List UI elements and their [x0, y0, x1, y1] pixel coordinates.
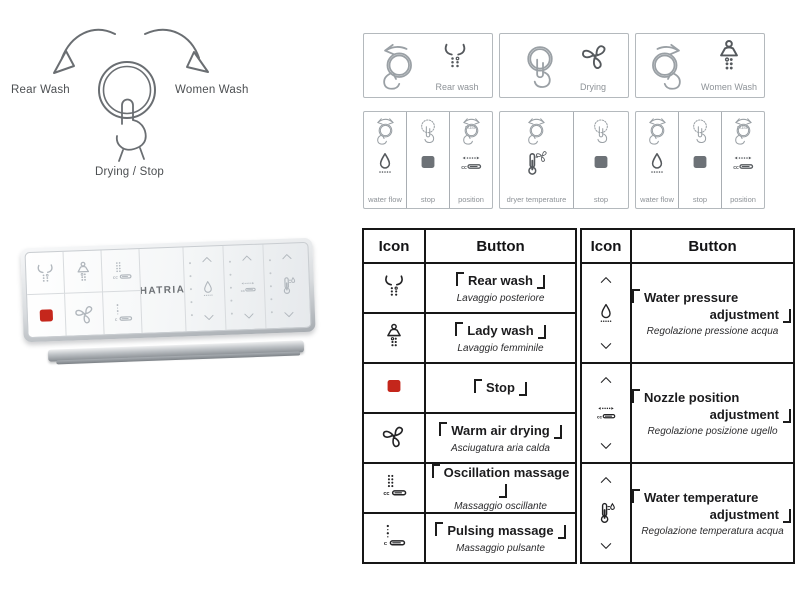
remote-button-stop [27, 294, 67, 337]
button-name-line1: Nozzle position [632, 389, 793, 406]
icon-cell [363, 413, 425, 463]
panel-wash-adjust-2 [635, 111, 765, 209]
column-label: dryer temperature [506, 195, 567, 204]
dial-diagram [5, 8, 340, 213]
chevron-up-icon [596, 272, 616, 288]
dryer-temperature-icon [523, 151, 549, 177]
instruction-row-1 [363, 33, 767, 98]
chevron-up-icon [596, 472, 616, 488]
chevron-down-icon [596, 538, 616, 554]
column-stop [407, 112, 450, 208]
nozzle-position-adjust-icon [582, 372, 630, 454]
stop-square-icon [689, 151, 711, 173]
water-temperature-icon [278, 275, 299, 296]
drying-fan-icon [580, 41, 610, 71]
nozzle-position-icon [592, 402, 620, 424]
push-knob-text: push [465, 125, 477, 131]
rear-wash-icon [33, 262, 56, 285]
nozzle-position-icon [236, 278, 259, 297]
knob-outer-ring [99, 62, 155, 118]
panel-label: Women Wash [700, 82, 758, 92]
column-label: stop [420, 195, 436, 204]
rotate-left-arrowhead [54, 51, 74, 73]
pulsing-massage-icon [110, 301, 135, 324]
drying-fan-icon [73, 303, 96, 326]
table-row [363, 363, 576, 413]
icon-column-header: Icon [581, 229, 631, 263]
button-name-line1: Water temperature [632, 489, 793, 506]
stop-square-icon [590, 151, 612, 173]
remote-button-drying [65, 292, 105, 335]
push-knob-text: push [737, 125, 749, 131]
drying-stop-label: Drying / Stop [94, 166, 165, 178]
button-name-line2: adjustment [632, 507, 793, 523]
icon-cell [363, 463, 425, 513]
button-column-header: Button [425, 229, 576, 263]
column-stop [574, 112, 628, 208]
column-position [722, 112, 764, 208]
button-name-line2: adjustment [632, 407, 793, 423]
button-name: Warm air drying [426, 422, 575, 439]
table-header-row [581, 229, 794, 263]
table-header-row [363, 229, 576, 263]
table-row [581, 463, 794, 563]
press-knob-icon [685, 115, 715, 147]
rotate-left-arrow [62, 30, 115, 58]
rotate-knob-icon [370, 115, 400, 147]
remote-button-nozzle-position [223, 244, 266, 329]
table-row [363, 313, 576, 363]
panel-label: Drying [579, 82, 606, 92]
column-stop [679, 112, 722, 208]
button-functions-table [362, 228, 577, 564]
remote-button-lady-wash [64, 250, 104, 293]
oscillation-massage-icon [108, 259, 133, 282]
water-pressure-adjust-icon [582, 272, 630, 354]
pulsing-massage-icon [379, 522, 409, 549]
chevron-down-icon [281, 307, 298, 322]
water-drop-icon [645, 151, 669, 175]
icon-cell [581, 463, 631, 563]
button-name: Stop [426, 379, 575, 396]
dial-illustration [5, 8, 340, 208]
column-dryer-temperature [500, 112, 574, 208]
chevron-up-icon [279, 249, 296, 264]
column-label: stop [692, 195, 708, 204]
table-row [581, 263, 794, 363]
chevron-down-icon [200, 310, 217, 325]
column-label: stop [593, 195, 609, 204]
women-wash-icon [712, 39, 746, 73]
remote-button-water-pressure [183, 246, 226, 331]
button-name-line2: adjustment [632, 307, 793, 323]
icon-cell [581, 263, 631, 363]
remote-button-rear-wash [26, 252, 66, 295]
rotate-knob-left-icon [370, 38, 422, 94]
water-temperature-adjust-icon [582, 472, 630, 554]
lady-wash-icon [381, 323, 407, 349]
button-name: Oscillation massage [426, 464, 575, 498]
water-drop-icon [198, 278, 217, 299]
nozzle-position-icon [730, 151, 756, 175]
table-row [581, 363, 794, 463]
column-label: position [730, 195, 756, 204]
panel-drying [499, 33, 629, 98]
button-name: Rear wash [426, 272, 575, 289]
table-row [363, 463, 576, 513]
stop-square-icon [417, 151, 439, 173]
button-column-header: Button [631, 229, 794, 263]
press-knob-icon [413, 115, 443, 147]
remote-face [25, 242, 312, 338]
water-temperature-icon [594, 501, 618, 525]
remote-button-pulsing-massage [103, 291, 143, 334]
button-subtitle: Lavaggio femminile [457, 342, 544, 354]
column-water-flow [364, 112, 407, 208]
rear-wash-icon [440, 41, 470, 71]
level-dots [269, 259, 273, 313]
icon-column-header: Icon [363, 229, 425, 263]
table-row [363, 263, 576, 313]
nozzle-position-icon [458, 151, 484, 175]
button-subtitle: Regolazione temperatura acqua [641, 526, 784, 538]
press-knob-icon [586, 115, 616, 147]
icon-cell [363, 363, 425, 413]
chevron-down-icon [596, 438, 616, 454]
panel-wash-adjust [363, 111, 493, 209]
chevron-down-icon [240, 309, 257, 324]
rear-wash-label: Rear Wash [11, 84, 70, 96]
instruction-panel-grid [363, 33, 767, 209]
water-drop-icon [373, 151, 397, 175]
stop-square-icon [40, 309, 53, 321]
stop-square-icon [383, 375, 405, 397]
push-rotate-knob-icon [728, 115, 758, 147]
rotate-right-arrow [145, 30, 199, 58]
level-dots [189, 262, 193, 316]
column-water-flow [636, 112, 679, 208]
button-name-line1: Water pressure [632, 289, 793, 306]
button-subtitle: Asciugatura aria calda [451, 442, 550, 454]
wall-mount-bar [48, 340, 304, 361]
button-subtitle: Massaggio oscillante [454, 500, 547, 512]
chevron-up-icon [198, 252, 215, 267]
rotate-knob-icon [521, 115, 551, 147]
table-row [363, 513, 576, 563]
chevron-up-icon [238, 251, 255, 266]
button-subtitle: Lavaggio posteriore [456, 292, 545, 304]
instruction-row-2 [363, 111, 767, 209]
adjustment-functions-table [580, 228, 795, 564]
button-subtitle: Regolazione pressione acqua [646, 326, 779, 338]
drying-fan-icon [381, 423, 407, 449]
column-label: position [458, 195, 484, 204]
table-row [363, 413, 576, 463]
hatria-logo: HATRIA [139, 247, 186, 333]
icon-cell [363, 263, 425, 313]
oscillation-massage-icon [379, 472, 409, 499]
rear-wash-icon [381, 273, 407, 299]
rotate-knob-right-icon [642, 38, 694, 94]
button-subtitle: Massaggio pulsante [456, 542, 545, 554]
panel-rear-wash [363, 33, 493, 98]
level-dots [229, 261, 233, 315]
chevron-down-icon [596, 338, 616, 354]
lady-wash-icon [71, 260, 94, 283]
remote-button-water-temperature [263, 243, 306, 328]
column-position [450, 112, 492, 208]
button-subtitle: Regolazione posizione ugello [647, 426, 778, 438]
women-wash-label: Women Wash [175, 84, 249, 96]
icon-cell [363, 513, 425, 563]
panel-label: Rear wash [435, 82, 479, 92]
column-label: water flow [640, 195, 674, 204]
push-rotate-knob-icon [456, 115, 486, 147]
rotate-knob-icon [642, 115, 672, 147]
chevron-up-icon [596, 372, 616, 388]
panel-women-wash [635, 33, 765, 98]
button-name: Lady wash [426, 322, 575, 339]
remote-control [20, 238, 315, 343]
knob-inner-ring [104, 67, 151, 114]
button-name: Pulsing massage [426, 522, 575, 539]
water-drop-icon [595, 301, 617, 325]
icon-cell [363, 313, 425, 363]
panel-dryer-adjust [499, 111, 629, 209]
icon-cell [581, 363, 631, 463]
remote-button-oscillation-massage [102, 249, 142, 292]
column-label: water flow [368, 195, 402, 204]
